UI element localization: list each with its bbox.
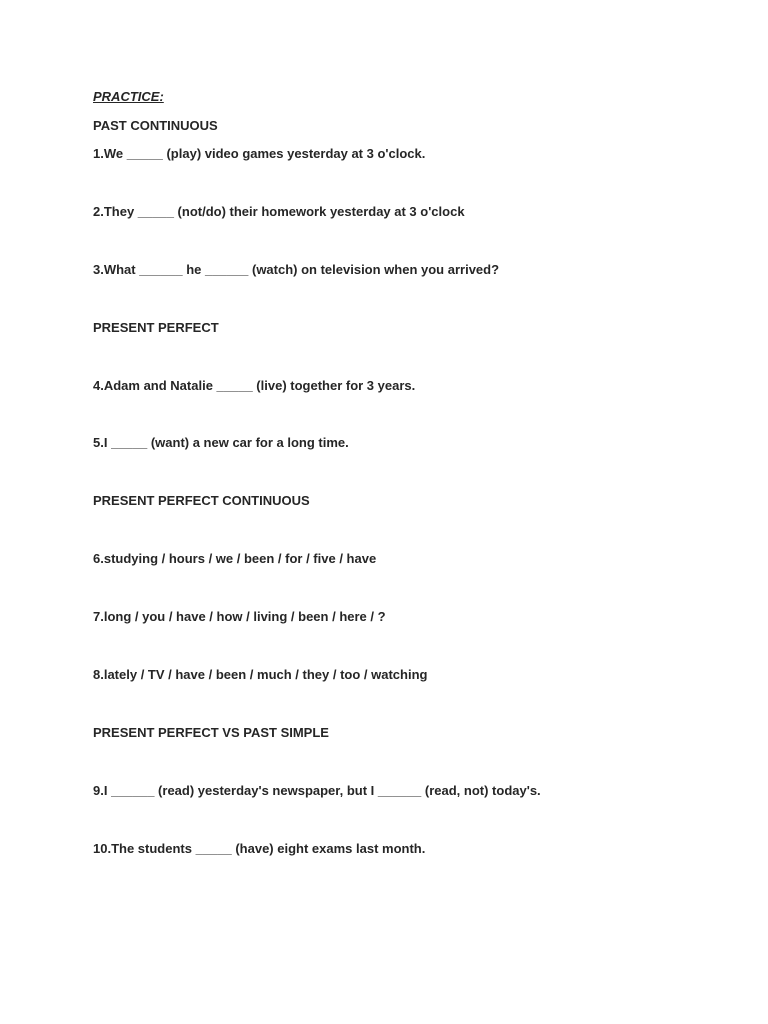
section-heading-present-perfect-continuous: PRESENT PERFECT CONTINUOUS: [93, 493, 310, 508]
exercise-item-6: 6.studying / hours / we / been / for / five / have: [93, 551, 377, 566]
exercise-item-7: 7.long / you / have / how / living / been / here / ?: [93, 609, 386, 624]
exercise-item-3: 3.What ______ he ______ (watch) on television when you arrived?: [93, 262, 500, 277]
exercise-item-4: 4.Adam and Natalie _____ (live) together for 3 years.: [93, 378, 416, 393]
exercise-item-5: 5.I _____ (want) a new car for a long time.: [93, 435, 349, 450]
page-title: PRACTICE:: [93, 89, 164, 104]
exercise-item-2: 2.They _____ (not/do) their homework yesterday at 3 o'clock: [93, 204, 465, 219]
section-heading-present-perfect: PRESENT PERFECT: [93, 320, 219, 335]
section-heading-present-perfect-vs-past-simple: PRESENT PERFECT VS PAST SIMPLE: [93, 725, 329, 740]
exercise-item-10: 10.The students _____ (have) eight exams last month.: [93, 841, 426, 856]
section-heading-past-continuous: PAST CONTINUOUS: [93, 118, 218, 133]
exercise-item-8: 8.lately / TV / have / been / much / they / too / watching: [93, 667, 428, 682]
exercise-item-9: 9.I ______ (read) yesterday's newspaper, but I ______ (read, not) today's.: [93, 783, 541, 798]
exercise-item-1: 1.We _____ (play) video games yesterday at 3 o'clock.: [93, 146, 426, 161]
